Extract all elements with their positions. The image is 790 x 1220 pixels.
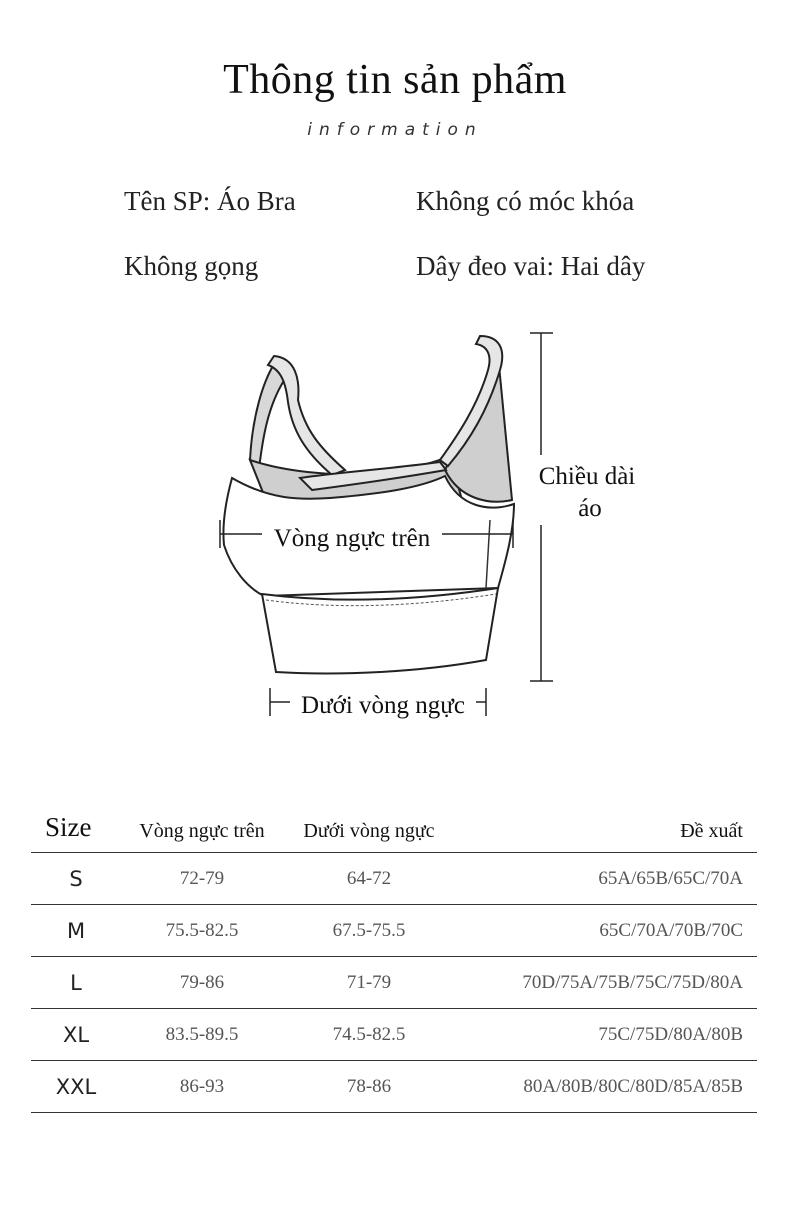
spec-strap: Dây đeo vai: Hai dây (416, 251, 646, 281)
cell-upper-bust: 86-93 (121, 1061, 283, 1113)
cell-upper-bust: 83.5-89.5 (121, 1009, 283, 1061)
cell-recommend: 65C/70A/70B/70C (455, 905, 757, 957)
cell-under-bust: 64-72 (283, 853, 455, 905)
table-row (31, 905, 757, 957)
cell-recommend: 70D/75A/75B/75C/75D/80A (455, 957, 757, 1009)
cell-upper-bust: 75.5-82.5 (121, 905, 283, 957)
cell-size: L (31, 957, 121, 1009)
length-label-line2: áo (578, 495, 602, 522)
spec-no-wire: Không gọng (124, 251, 259, 281)
page-subtitle: information (307, 120, 483, 140)
upper-bust-label: Vòng ngực trên (273, 525, 431, 552)
table-row (31, 957, 757, 1009)
cell-size: XXL (31, 1061, 121, 1113)
table-row (31, 1009, 757, 1061)
header-upper-bust: Vòng ngực trên (139, 820, 265, 842)
header-size: Size (45, 812, 92, 842)
cell-size: XL (31, 1009, 121, 1061)
cell-under-bust: 71-79 (283, 957, 455, 1009)
cell-upper-bust: 79-86 (121, 957, 283, 1009)
cell-under-bust: 78-86 (283, 1061, 455, 1113)
under-bust-label: Dưới vòng ngực (301, 692, 465, 719)
cell-size: S (31, 853, 121, 905)
table-row (31, 1061, 757, 1113)
length-dimension-line (530, 333, 553, 681)
spec-no-hook: Không có móc khóa (416, 186, 635, 216)
cell-recommend: 65A/65B/65C/70A (455, 853, 757, 905)
page-title: Thông tin sản phẩm (223, 57, 567, 103)
length-label-line1: Chiều dài (538, 463, 636, 490)
size-table-header-row (31, 795, 757, 853)
cell-recommend: 75C/75D/80A/80B (455, 1009, 757, 1061)
bra-illustration-icon (223, 336, 514, 674)
cell-size: M (31, 905, 121, 957)
cell-recommend: 80A/80B/80C/80D/85A/85B (455, 1061, 757, 1113)
header-under-bust: Dưới vòng ngực (303, 820, 435, 842)
cell-under-bust: 74.5-82.5 (283, 1009, 455, 1061)
size-table-container (31, 795, 757, 1113)
spec-product-name: Tên SP: Áo Bra (124, 186, 296, 216)
table-row (31, 853, 757, 905)
cell-upper-bust: 72-79 (121, 853, 283, 905)
header-recommend: Đề xuất (680, 820, 743, 842)
cell-under-bust: 67.5-75.5 (283, 905, 455, 957)
size-table (31, 795, 757, 1113)
